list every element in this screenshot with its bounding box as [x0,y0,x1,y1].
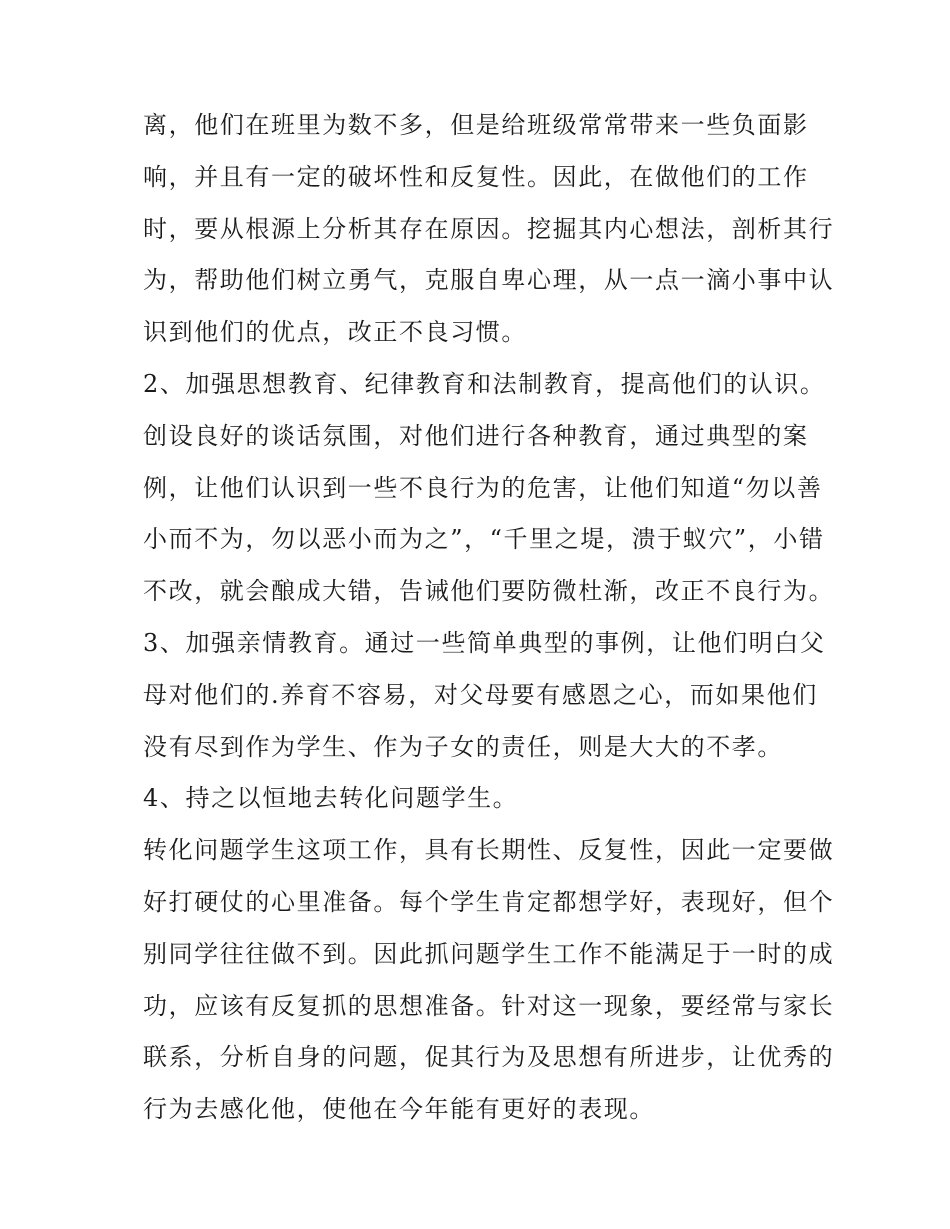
section-heading-3: 3、加强亲情教育。通过一些简单典型的事例，让他们明白父 [143,628,826,657]
text-line: 识到他们的优点，改正不良习惯。 [143,318,527,347]
text-line: 没有尽到作为学生、作为子女的责任，则是大大的不孝。 [143,732,783,761]
text-line: 别同学往往做不到。因此抓问题学生工作不能满足于一时的成 [143,939,835,968]
text-line: 好打硬仗的心里准备。每个学生肯定都想学好，表现好，但个 [143,887,835,916]
section-heading-2: 2、加强思想教育、纪律教育和法制教育，提高他们的认识。 [143,369,826,398]
document-body [143,100,833,1136]
text-line: 小而不为，勿以恶小而为之”，“千里之堤，溃于蚁穴”，小错 [143,525,825,554]
text-line: 为，帮助他们树立勇气，克服自卑心理，从一点一滴小事中认 [143,266,835,295]
text-line: 转化问题学生这项工作，具有长期性、反复性，因此一定要做 [143,836,835,865]
text-line: 不改，就会酿成大错，告诫他们要防微杜渐，改正不良行为。 [143,577,835,606]
section-heading-4: 4、持之以恒地去转化问题学生。 [143,784,519,813]
text-line: 创设良好的谈话氛围，对他们进行各种教育，通过典型的案 [143,421,809,450]
text-line: 时，要从根源上分析其存在原因。挖掘其内心想法，剖析其行 [143,214,835,243]
text-line: 响，并且有一定的破坏性和反复性。因此，在做他们的工作 [143,162,809,191]
text-line: 例，让他们认识到一些不良行为的危害，让他们知道“勿以善 [143,473,823,502]
text-line: 离，他们在班里为数不多，但是给班级常常带来一些负面影 [143,111,809,139]
text-line: 联系，分析自身的问题，促其行为及思想有所进步，让优秀的 [143,1043,835,1072]
text-line: 行为去感化他，使他在今年能有更好的表现。 [143,1095,655,1124]
text-line: 功，应该有反复抓的思想准备。针对这一现象，要经常与家长 [143,991,835,1020]
text-line: 母对他们的.养育不容易，对父母要有感恩之心，而如果他们 [143,680,818,709]
